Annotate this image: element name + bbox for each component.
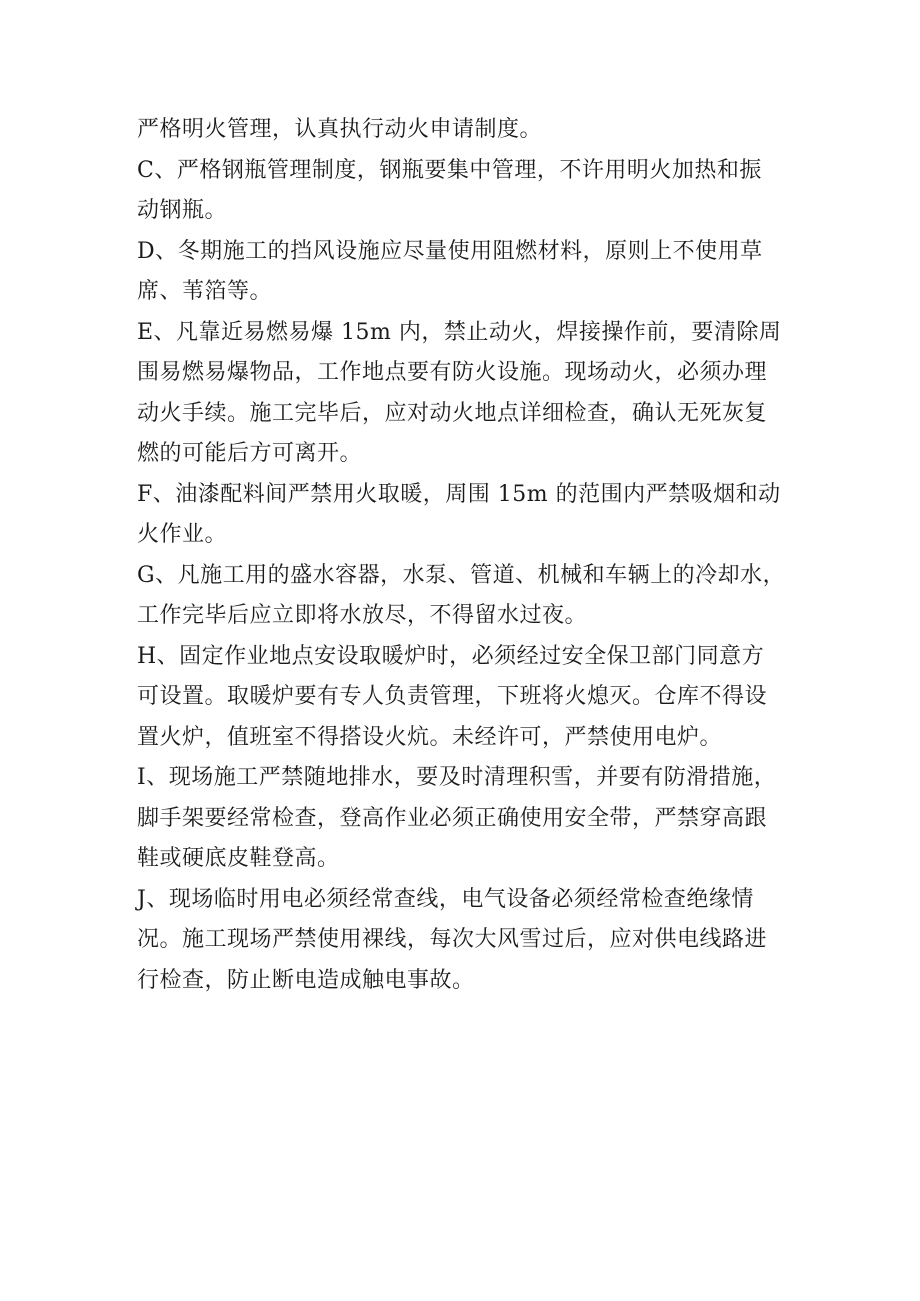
text-line: 脚手架要经常检查，登高作业必须正确使用安全带，严禁穿高跟: [137, 805, 768, 831]
text-line: I、现场施工严禁随地排水，要及时清理积雪，并要有防滑措施，: [137, 765, 777, 790]
text-line: C、严格钢瓶管理制度，钢瓶要集中管理，不许用明火加热和振: [137, 157, 762, 183]
text-line: 动火手续。施工完毕后，应对动火地点详细检查，确认无死灰复: [137, 400, 768, 426]
text-line: 动钢瓶。: [137, 198, 228, 223]
text-line: 火作业。: [137, 522, 228, 547]
text-line: 席、苇箔等。: [137, 279, 273, 304]
text-line: D、冬期施工的挡风设施应尽量使用阻燃材料，原则上不使用草: [137, 238, 763, 264]
text-line: F、油漆配料间严禁用火取暖，周围 15m 的范围内严禁吸烟和动: [137, 481, 781, 507]
text-line: 严格明火管理，认真执行动火申请制度。: [137, 117, 543, 142]
text-line: 燃的可能后方可离开。: [137, 441, 363, 466]
text-line: 行检查，防止断电造成触电事故。: [137, 967, 475, 993]
text-line: 况。施工现场严禁使用裸线，每次大风雪过后，应对供电线路进: [137, 927, 768, 952]
text-line: 鞋或硬底皮鞋登高。: [137, 846, 340, 871]
text-line: H、固定作业地点安设取暖炉时，必须经过安全保卫部门同意方: [137, 643, 765, 669]
text-line: 置火炉，值班室不得搭设火炕。未经许可，严禁使用电炉。: [137, 724, 723, 750]
text-line: E、凡靠近易燃易爆 15m 内，禁止动火，焊接操作前，要清除周: [137, 319, 782, 345]
text-line: 可设置。取暖炉要有专人负责管理，下班将火熄灭。仓库不得设: [137, 684, 768, 709]
text-line: 围易燃易爆物品，工作地点要有防火设施。现场动火，必须办理: [137, 360, 768, 385]
text-line: 工作完毕后应立即将水放尽，不得留水过夜。: [137, 603, 588, 628]
body-text: [137, 110, 797, 1001]
text-line: G、凡施工用的盛水容器，水泵、管道、机械和车辆上的冷却水，: [137, 562, 786, 588]
text-line: J、现场临时用电必须经常查线，电气设备必须经常检查绝缘情: [137, 886, 754, 912]
